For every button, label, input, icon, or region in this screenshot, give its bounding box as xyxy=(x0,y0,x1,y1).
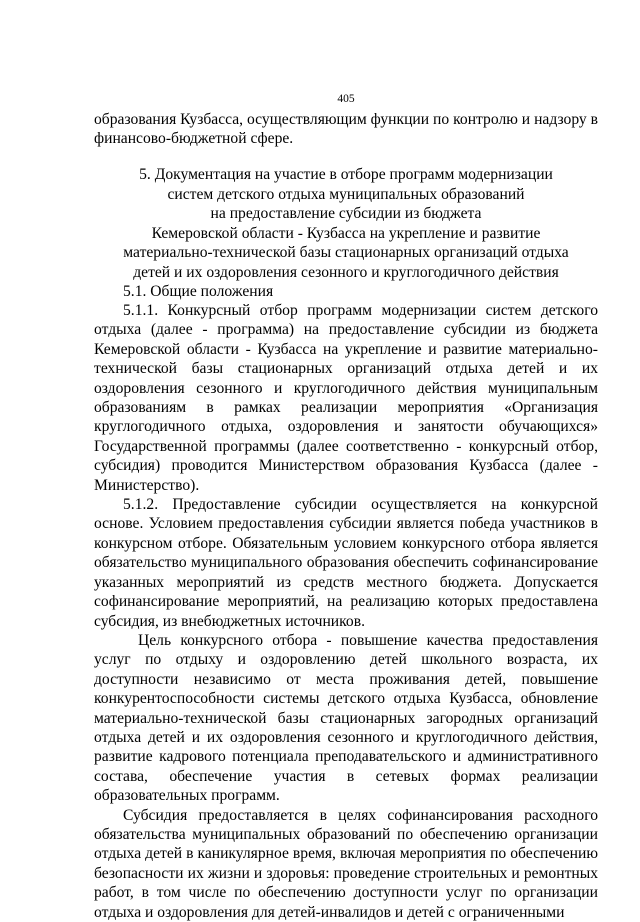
subsection-title: 5.1. Общие положения xyxy=(123,283,274,300)
paragraph-5-1-2: 5.1.2. Предоставление субсидии осуществляется на конкурсной основе. Условием предоставления субсидии является победа участников в конкурсном отборе. Обязательным условием конкурсного отбора является обязательство муниципального образования обеспечить софинансирование указанных мероприятий из средств местного бюджета. Допускается софинансирование мероприятий, на реализацию которых предоставлена субсидия, из внебюджетных источников. xyxy=(94,496,598,630)
page-number: 405 xyxy=(337,93,355,105)
paragraph-5-1-1: 5.1.1. Конкурсный отбор программ модернизации систем детского отдыха (далее - программа) на предоставление субсидии из бюджета Кемеровской области - Кузбасса на укрепление и развитие материально-технической базы стационарных организаций отдыха детей и их оздоровления сезонного и круглогодичного действия муниципальным образованиям в рамках реализации мероприятия «Организация круглогодичного отдыха, оздоровления и занятости обучающихся» Государственной программы (далее соответственно - конкурсный отбор, субсидия) проводится Министерством образования Кузбасса (далее - Министерство). xyxy=(94,302,598,494)
section-heading xyxy=(94,165,598,283)
heading-line: детей и их оздоровления сезонного и круглогодичного действия xyxy=(133,263,559,281)
heading-line: материально-технической базы стационарных организаций отдыха xyxy=(123,244,569,262)
heading-line: систем детского отдыха муниципальных образований xyxy=(167,185,525,203)
body-paragraphs xyxy=(94,301,598,922)
continuation-paragraph: образования Кузбасса, осуществляющим функции по контролю и надзору в финансово-бюджетной сфере. xyxy=(94,111,598,148)
heading-line: 5. Документация на участие в отборе программ модернизации xyxy=(139,166,553,183)
heading-line: Кемеровской области - Кузбасса на укрепление и развитие xyxy=(151,224,541,242)
paragraph-goal: Цель конкурсного отбора - повышение качества предоставления услуг по отдыху и оздоровлению детей школьного возраста, их доступности независимо от места проживания детей, повышение конкурентоспособности системы детского отдыха Кузбасса, обновление материально-технической базы стационарных загородных организаций отдыха детей и их оздоровления сезонного и круглогодичного действия, развитие кадрового потенциала преподавательского и административного состава, обеспечение участия в сетевых формах реализации образовательных программ. xyxy=(94,631,598,805)
paragraph-subsidy: Субсидия предоставляется в целях софинансирования расходного обязательства муниципальных образований по обеспечению организации отдыха детей в каникулярное время, включая мероприятия по обеспечению безопасности их жизни и здоровья: проведение строительных и ремонтных работ, в том числе по обеспечению доступности услуг по организации отдыха и оздоровления для детей-инвалидов и детей с ограниченными xyxy=(94,806,598,921)
heading-line: на предоставление субсидии из бюджета xyxy=(210,205,482,223)
